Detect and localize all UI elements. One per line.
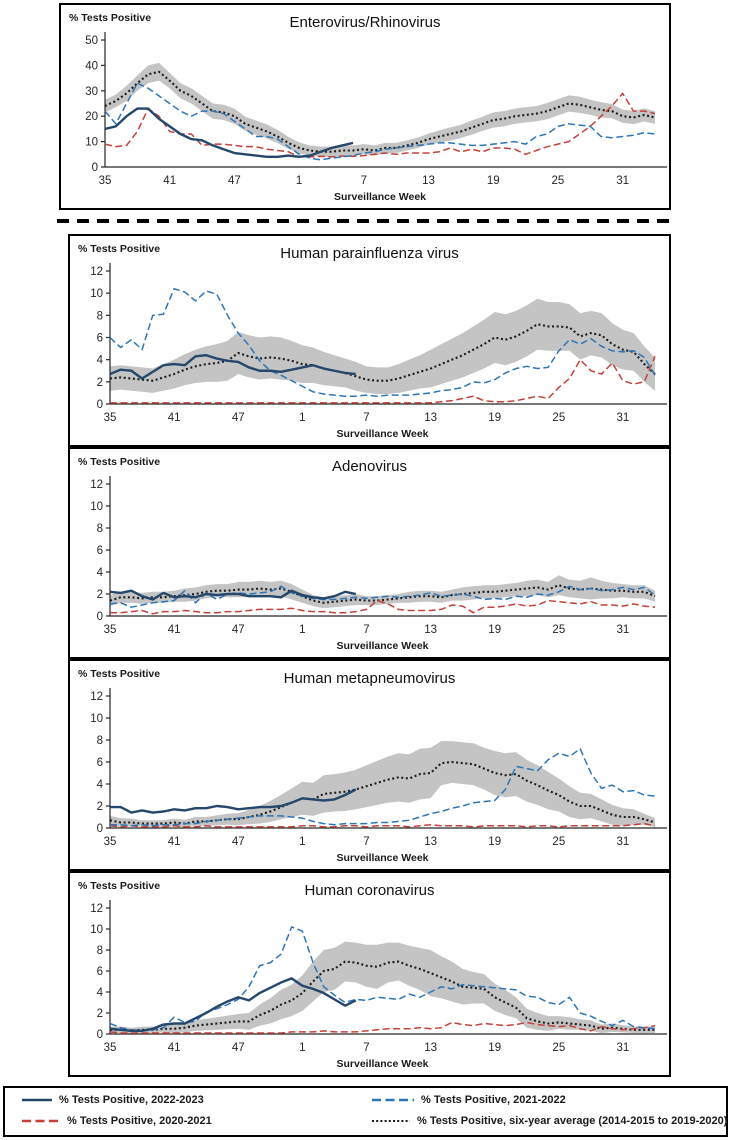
legend-item-2020-2021 [21,1115,212,1127]
chart-enterovirus-rhinovirus [61,5,669,208]
y-tick-label: 0 [96,399,103,411]
legend [3,1086,728,1137]
x-tick-label: 7 [360,175,368,187]
y-tick-label: 8 [96,735,103,747]
panel-human-coronavirus [68,871,671,1077]
x-tick-label: 35 [103,624,117,636]
y-tick-label: 4 [96,354,103,367]
y-tick-label: 4 [96,779,103,791]
y-tick-label: 8 [96,945,103,957]
series-dashed-red [110,601,655,614]
x-tick-label: 25 [551,175,565,187]
x-tick-label: 25 [552,1042,566,1054]
panel-human-metapneumovirus [68,659,671,871]
x-tick-label: 47 [228,175,241,187]
legend-label: % Tests Positive, 2021-2022 [421,1094,566,1106]
x-tick-label: 47 [231,624,245,636]
panel-enterovirus-rhinovirus [59,3,671,210]
y-tick-label: 6 [96,757,103,769]
x-tick-label: 1 [295,175,303,187]
x-tick-label: 35 [103,1042,117,1054]
x-axis-title: Surveillance Week [336,852,429,864]
x-axis-title: Surveillance Week [336,1058,429,1070]
panel-title: Human coronavirus [304,882,435,899]
legend-item-six-year-average [371,1115,727,1127]
legend-item-2022-2023 [21,1094,204,1106]
y-tick-label: 4 [96,567,103,579]
x-tick-label: 47 [231,412,245,424]
x-tick-label: 31 [616,624,630,636]
x-tick-label: 41 [167,1042,181,1054]
solid-navy-line-key-icon [21,1097,53,1103]
x-tick-label: 35 [98,175,112,187]
dotted-black-line-key-icon [371,1118,411,1124]
x-tick-label: 41 [163,175,177,187]
chart-adenovirus [70,449,669,657]
legend-label: % Tests Positive, 2022-2023 [59,1094,204,1106]
x-tick-label: 19 [486,175,500,187]
x-tick-label: 19 [488,412,502,424]
x-tick-label: 31 [616,412,630,424]
y-tick-label: 10 [85,136,98,149]
x-tick-label: 19 [488,624,502,636]
dashed-blue-line-key-icon [371,1097,415,1103]
y-tick-label: 6 [96,545,103,557]
x-tick-label: 41 [167,412,181,424]
dashed-divider [57,219,673,223]
six-year-range-band [105,63,655,157]
x-tick-label: 1 [299,1042,306,1054]
x-tick-label: 25 [552,836,566,848]
y-tick-label: 0 [96,611,103,623]
y-tick-label: 12 [90,479,103,491]
x-axis-title: Surveillance Week [336,428,429,440]
y-axis-title: % Tests Positive [78,668,161,680]
x-tick-label: 1 [299,624,306,636]
chart-human-coronavirus [70,873,669,1075]
panel-title: Human metapneumovirus [283,670,456,687]
y-tick-label: 2 [96,376,103,389]
x-tick-label: 31 [616,175,630,187]
x-axis-title: Surveillance Week [333,191,427,203]
y-tick-label: 6 [96,966,103,978]
y-tick-label: 0 [96,823,103,835]
x-tick-label: 41 [167,836,181,848]
panel-title: Human parainfluenza virus [280,245,459,262]
x-tick-label: 13 [424,836,437,848]
panel-title: Enterovirus/Rhinovirus [289,14,441,31]
x-tick-label: 31 [616,1042,630,1054]
y-tick-label: 12 [90,903,103,915]
x-tick-label: 13 [424,412,437,424]
x-tick-label: 47 [231,1042,245,1054]
x-tick-label: 19 [488,836,502,848]
y-tick-label: 12 [90,266,103,278]
y-axis-title: % Tests Positive [78,456,161,468]
y-tick-label: 40 [85,60,98,73]
dashed-red-line-key-icon [21,1118,61,1124]
x-tick-label: 41 [167,624,181,636]
x-tick-label: 7 [363,624,370,636]
x-tick-label: 35 [103,836,117,848]
y-tick-label: 2 [96,801,103,813]
y-axis-title: % Tests Positive [69,12,152,24]
y-tick-label: 12 [90,691,103,703]
legend-label: % Tests Positive, six-year average (2014-2015 to 2019-2020) [417,1115,728,1127]
x-tick-label: 13 [424,1042,437,1054]
x-tick-label: 1 [299,412,306,424]
y-axis-title: % Tests Positive [78,243,161,255]
x-tick-label: 25 [552,624,566,636]
x-tick-label: 1 [299,836,306,848]
y-tick-label: 50 [85,35,98,47]
x-tick-label: 35 [103,412,117,424]
y-tick-label: 10 [90,713,103,725]
y-tick-label: 2 [96,1008,103,1020]
x-tick-label: 13 [424,624,437,636]
y-tick-label: 6 [96,332,103,345]
legend-label: % Tests Positive, 2020-2021 [67,1115,212,1127]
x-tick-label: 7 [363,412,370,424]
y-tick-label: 10 [90,501,103,513]
y-tick-label: 8 [96,310,103,323]
panel-title: Adenovirus [331,458,408,475]
x-tick-label: 7 [363,836,370,848]
y-tick-label: 2 [96,589,103,601]
y-tick-label: 10 [90,288,103,301]
chart-human-parainfluenza-virus [70,236,669,445]
y-tick-label: 20 [85,111,98,124]
x-axis-title: Surveillance Week [336,640,429,652]
x-tick-label: 7 [363,1042,370,1054]
x-tick-label: 25 [552,412,566,424]
panel-human-parainfluenza-virus [68,234,671,447]
y-tick-label: 30 [85,85,98,98]
y-tick-label: 10 [90,924,103,936]
y-tick-label: 0 [96,1029,103,1041]
x-tick-label: 47 [231,836,245,848]
x-tick-label: 31 [616,836,630,848]
x-tick-label: 13 [422,175,435,187]
y-axis-title: % Tests Positive [78,880,161,892]
y-tick-label: 0 [91,162,98,174]
y-tick-label: 8 [96,523,103,535]
panel-adenovirus [68,447,671,659]
legend-item-2021-2022 [371,1094,566,1106]
x-tick-label: 19 [488,1042,502,1054]
y-tick-label: 4 [96,987,103,999]
chart-human-metapneumovirus [70,661,669,869]
